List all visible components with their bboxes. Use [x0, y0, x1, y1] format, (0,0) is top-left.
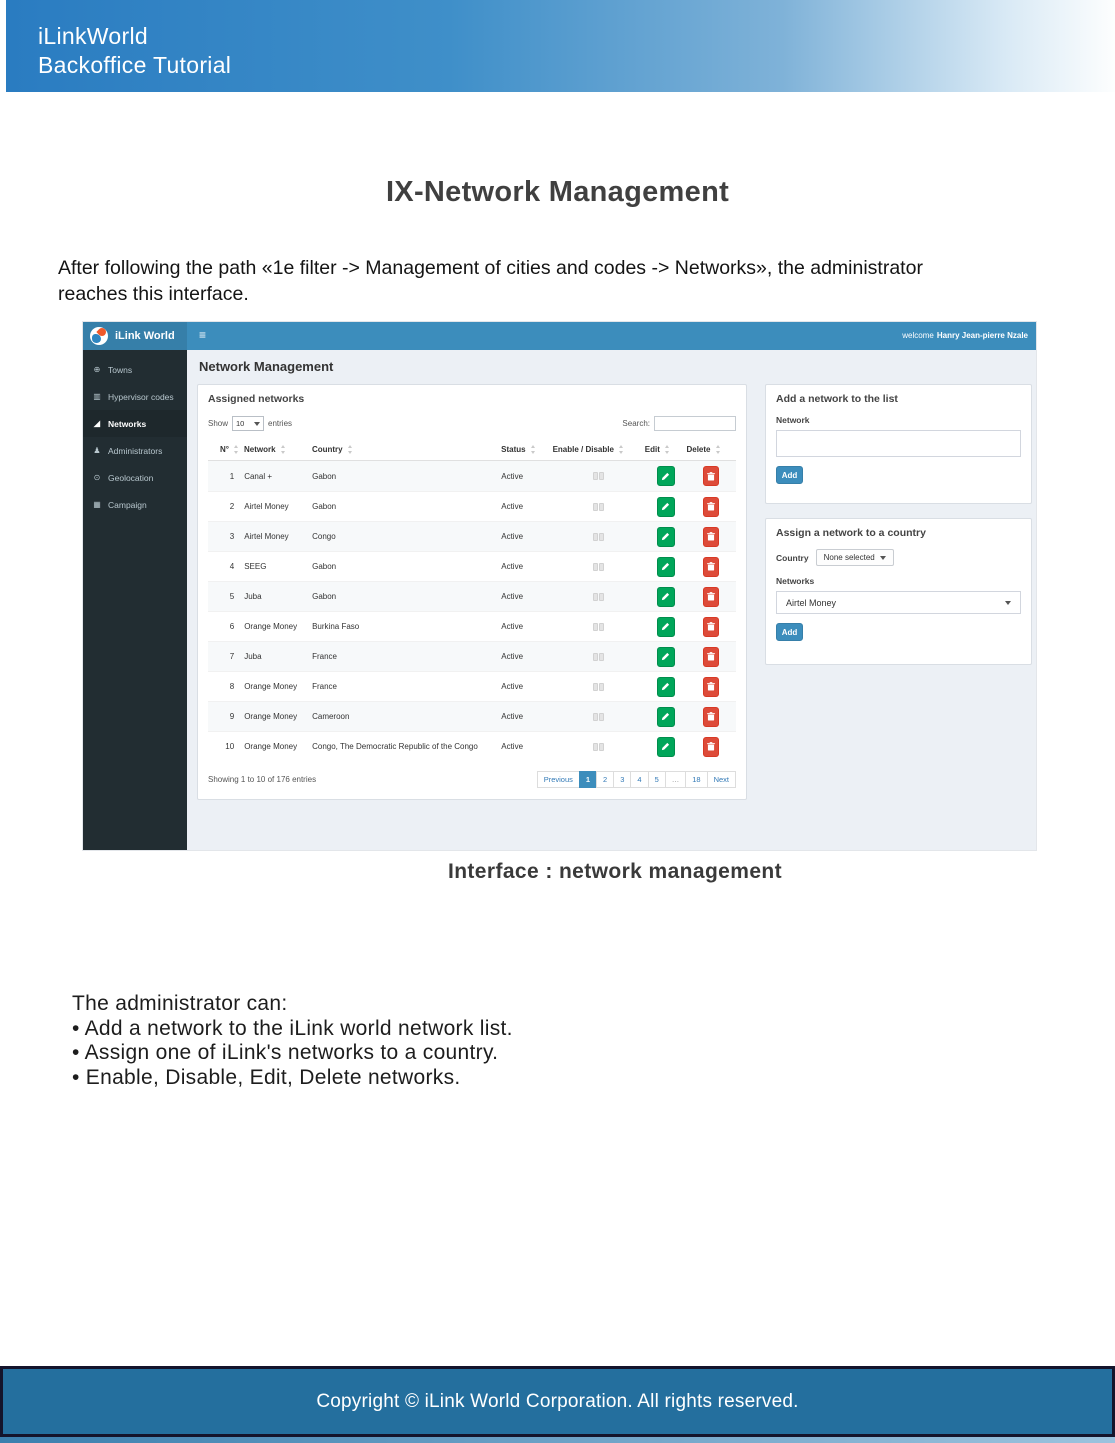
table-row [208, 461, 736, 491]
row-country: France [312, 652, 337, 661]
entries-summary: Showing 1 to 10 of 176 entries [208, 775, 317, 784]
intro-paragraph [58, 255, 1068, 307]
delete-button[interactable] [703, 647, 719, 667]
welcome-username[interactable]: Hanry Jean-pierre Nzale [936, 331, 1028, 340]
edit-button[interactable] [657, 557, 675, 577]
enable-disable-toggle[interactable] [593, 683, 604, 691]
geolocation-icon: ⊙ [93, 473, 101, 482]
column-header-label: Network [244, 445, 276, 454]
admin-capabilities-list [72, 992, 513, 1090]
campaign-icon: ▦ [93, 500, 101, 509]
admin-list-item: • Assign one of iLink's networks to a country. [72, 1041, 499, 1064]
chevron-down-icon [254, 422, 260, 426]
administrators-icon: ♟ [93, 446, 101, 455]
assign-network-title: Assign a network to a country [776, 527, 926, 539]
column-header-n[interactable] [208, 445, 244, 454]
brand-text: iLink World [115, 330, 175, 342]
row-number: 5 [229, 592, 235, 601]
row-country: Burkina Faso [312, 622, 360, 631]
sort-icon [280, 445, 287, 454]
row-network: Orange Money [244, 712, 298, 721]
row-edit-cell [645, 617, 687, 637]
network-field-label: Network [776, 415, 810, 425]
column-header-label: Status [501, 445, 526, 454]
column-header-label: N° [220, 445, 230, 454]
page-button-3[interactable]: 3 [613, 771, 631, 788]
intro-line-1: After following the path «1e filter -> Management of cities and codes -> Networks», the administrator [58, 257, 923, 279]
networks-table [208, 440, 736, 761]
table-row [208, 731, 736, 761]
enable-disable-toggle[interactable] [593, 472, 604, 480]
column-header-enable-disable[interactable] [553, 445, 645, 454]
sidebar-item-label: Geolocation [108, 472, 154, 483]
country-dropdown[interactable] [816, 549, 894, 566]
table-row [208, 491, 736, 521]
sidebar-item-label: Administrators [108, 445, 163, 456]
show-label: Show [208, 419, 229, 428]
networks-select-value: Airtel Money [786, 597, 837, 608]
copyright-footer [0, 1366, 1115, 1437]
column-header-edit[interactable] [645, 445, 687, 454]
row-status: Active [501, 532, 524, 541]
country-row [776, 549, 1021, 566]
row-delete-cell [687, 497, 736, 517]
table-footer [208, 771, 736, 788]
screenshot-caption: Interface : network management [447, 860, 783, 883]
entries-label: entries [268, 419, 293, 428]
delete-button[interactable] [703, 707, 719, 727]
row-country: Gabon [312, 471, 337, 481]
content-title: Network Management [199, 359, 334, 374]
row-enable-disable-cell [553, 503, 645, 511]
row-enable-disable-cell [553, 533, 645, 541]
edit-button[interactable] [657, 737, 675, 757]
row-status: Active [501, 742, 524, 751]
networks-icon: ◢ [93, 419, 101, 428]
app-sidebar [83, 350, 187, 850]
page-button-1[interactable]: 1 [579, 771, 597, 788]
row-delete-cell [687, 587, 736, 607]
intro-line-2: reaches this interface. [58, 283, 249, 305]
row-country: Congo [312, 532, 336, 541]
assign-network-panel [765, 518, 1032, 665]
table-row [208, 581, 736, 611]
row-network: Orange Money [244, 742, 298, 751]
row-number: 2 [229, 502, 235, 511]
entries-select-value: 10 [236, 419, 245, 428]
row-edit-cell [645, 587, 687, 607]
row-number: 6 [229, 622, 235, 631]
sidebar-item-towns[interactable] [83, 356, 187, 383]
column-header-status[interactable] [501, 445, 552, 454]
sidebar-item-networks[interactable] [83, 410, 187, 437]
app-screenshot [83, 322, 1036, 850]
row-status: Active [501, 471, 524, 481]
page-button-previous[interactable]: Previous [537, 771, 580, 788]
delete-button[interactable] [703, 617, 719, 637]
sidebar-item-campaign[interactable] [83, 491, 187, 518]
edit-button[interactable] [657, 497, 675, 517]
row-enable-disable-cell [553, 593, 645, 601]
search-control [622, 416, 736, 431]
row-edit-cell [645, 677, 687, 697]
row-number: 1 [229, 471, 235, 481]
sidebar-item-label: Networks [108, 418, 147, 429]
edit-button[interactable] [657, 466, 675, 486]
delete-button[interactable] [703, 587, 719, 607]
table-controls [208, 416, 736, 431]
table-body [208, 461, 736, 761]
tutorial-header [6, 0, 1115, 92]
add-network-panel [765, 384, 1032, 504]
sidebar-item-label: Towns [108, 364, 133, 375]
page-button-ellipsis: … [665, 771, 687, 788]
assigned-networks-panel [197, 384, 747, 800]
page-button-4[interactable]: 4 [630, 771, 648, 788]
sidebar-item-geolocation[interactable] [83, 464, 187, 491]
footer-accent-strip [0, 1437, 1115, 1443]
row-country: Gabon [312, 562, 337, 571]
sidebar-item-label: Hypervisor codes [108, 391, 174, 402]
entries-select[interactable] [232, 416, 264, 431]
row-network: Canal + [244, 471, 272, 481]
row-delete-cell [687, 677, 736, 697]
enable-disable-toggle[interactable] [593, 653, 604, 661]
row-edit-cell [645, 707, 687, 727]
row-network: Juba [244, 652, 262, 661]
row-status: Active [501, 562, 524, 571]
edit-button[interactable] [657, 527, 675, 547]
search-label: Search: [622, 419, 650, 428]
delete-button[interactable] [703, 677, 719, 697]
row-status: Active [501, 502, 524, 511]
page-button-5[interactable]: 5 [648, 771, 666, 788]
app-brand[interactable] [83, 322, 187, 350]
chevron-down-icon [880, 556, 886, 560]
sidebar-item-hypervisor-codes[interactable] [83, 383, 187, 410]
row-edit-cell [645, 647, 687, 667]
row-edit-cell [645, 466, 687, 486]
row-delete-cell [687, 557, 736, 577]
column-header-delete[interactable] [686, 445, 735, 454]
row-number: 10 [225, 742, 235, 751]
search-input[interactable] [654, 416, 736, 431]
row-status: Active [501, 682, 524, 691]
assigned-networks-title: Assigned networks [208, 393, 305, 405]
table-row [208, 521, 736, 551]
row-number: 7 [229, 652, 235, 661]
row-edit-cell [645, 527, 687, 547]
enable-disable-toggle[interactable] [593, 533, 604, 541]
row-enable-disable-cell [553, 713, 645, 721]
edit-button[interactable] [657, 587, 675, 607]
network-input[interactable] [776, 430, 1021, 457]
row-number: 3 [229, 532, 235, 541]
show-entries-control [208, 416, 292, 431]
page-title: IX-Network Management [385, 176, 730, 208]
row-country: Gabon [312, 592, 337, 601]
row-delete-cell [687, 466, 736, 486]
page-button-2[interactable]: 2 [596, 771, 614, 788]
app-navbar [83, 322, 1036, 350]
enable-disable-toggle[interactable] [593, 503, 604, 511]
delete-button[interactable] [703, 466, 719, 486]
table-header [208, 440, 736, 461]
row-delete-cell [687, 647, 736, 667]
row-network: Juba [244, 592, 262, 601]
edit-button[interactable] [657, 677, 675, 697]
row-delete-cell [687, 707, 736, 727]
row-enable-disable-cell [553, 623, 645, 631]
row-network: SEEG [244, 562, 267, 571]
table-row [208, 701, 736, 731]
enable-disable-toggle[interactable] [593, 593, 604, 601]
column-header-label: Edit [644, 445, 660, 454]
sort-icon [233, 445, 240, 454]
hypervisor-codes-icon: ▥ [93, 392, 101, 401]
country-label: Country [776, 552, 809, 563]
ilink-logo-icon [90, 327, 108, 345]
welcome-text [902, 331, 1028, 340]
delete-button[interactable] [703, 737, 719, 757]
copyright-text: Copyright © iLink World Corporation. All rights reserved. [316, 1390, 799, 1412]
app-content [187, 350, 1036, 850]
chevron-down-icon [1005, 601, 1011, 605]
sort-icon [347, 445, 354, 454]
row-country: France [312, 682, 337, 691]
delete-button[interactable] [703, 527, 719, 547]
delete-button[interactable] [703, 497, 719, 517]
menu-toggle-icon[interactable]: ≡ [199, 328, 207, 342]
table-row [208, 641, 736, 671]
assign-network-button[interactable]: Add [776, 623, 803, 641]
delete-button[interactable] [703, 557, 719, 577]
row-edit-cell [645, 557, 687, 577]
row-status: Active [501, 712, 524, 721]
tutorial-subtitle: Backoffice Tutorial [38, 52, 232, 78]
row-status: Active [501, 622, 524, 631]
row-network: Orange Money [244, 622, 298, 631]
enable-disable-toggle[interactable] [593, 743, 604, 751]
admin-list-item: • Enable, Disable, Edit, Delete networks. [72, 1065, 461, 1089]
enable-disable-toggle[interactable] [593, 623, 604, 631]
add-network-button[interactable]: Add [776, 466, 803, 484]
admin-list-item: • Add a network to the iLink world network list. [72, 1016, 513, 1040]
row-country: Congo, The Democratic Republic of the Congo [312, 742, 478, 751]
sidebar-item-label: Campaign [108, 499, 147, 510]
sidebar-item-administrators[interactable] [83, 437, 187, 464]
column-header-country[interactable] [312, 445, 501, 454]
row-number: 9 [229, 712, 235, 721]
welcome-prefix: welcome [902, 331, 934, 340]
row-enable-disable-cell [553, 653, 645, 661]
row-delete-cell [687, 527, 736, 547]
row-network: Airtel Money [244, 532, 289, 541]
towns-icon: ⊕ [93, 365, 101, 374]
tutorial-brand: iLinkWorld [38, 23, 148, 49]
table-row [208, 671, 736, 701]
row-network: Airtel Money [244, 502, 289, 511]
edit-button[interactable] [657, 617, 675, 637]
row-edit-cell [645, 497, 687, 517]
country-dropdown-value: None selected [823, 553, 875, 562]
row-network: Orange Money [244, 682, 298, 691]
row-delete-cell [687, 617, 736, 637]
row-number: 4 [229, 562, 235, 571]
row-enable-disable-cell [553, 683, 645, 691]
row-status: Active [501, 652, 524, 661]
sort-icon [664, 445, 671, 454]
networks-select[interactable] [776, 591, 1021, 614]
sort-icon [618, 445, 625, 454]
column-header-label: Enable / Disable [552, 445, 614, 454]
pagination [538, 771, 736, 788]
table-row [208, 611, 736, 641]
page-button-next[interactable]: Next [707, 771, 736, 788]
row-enable-disable-cell [553, 472, 645, 480]
edit-button[interactable] [657, 647, 675, 667]
sort-icon [530, 445, 537, 454]
add-network-title: Add a network to the list [776, 393, 898, 405]
row-country: Cameroon [312, 712, 350, 721]
networks-field-label: Networks [776, 576, 815, 586]
admin-list-heading: The administrator can: [72, 992, 288, 1015]
row-edit-cell [645, 737, 687, 757]
edit-button[interactable] [657, 707, 675, 727]
row-country: Gabon [312, 502, 337, 511]
column-header-network[interactable] [244, 445, 312, 454]
row-status: Active [501, 592, 524, 601]
column-header-label: Country [311, 445, 343, 454]
sort-icon [715, 445, 722, 454]
enable-disable-toggle[interactable] [593, 713, 604, 721]
row-enable-disable-cell [553, 563, 645, 571]
row-enable-disable-cell [553, 743, 645, 751]
row-delete-cell [687, 737, 736, 757]
enable-disable-toggle[interactable] [593, 563, 604, 571]
row-number: 8 [229, 682, 235, 691]
table-row [208, 551, 736, 581]
page-button-18[interactable]: 18 [685, 771, 707, 788]
column-header-label: Delete [686, 445, 711, 454]
